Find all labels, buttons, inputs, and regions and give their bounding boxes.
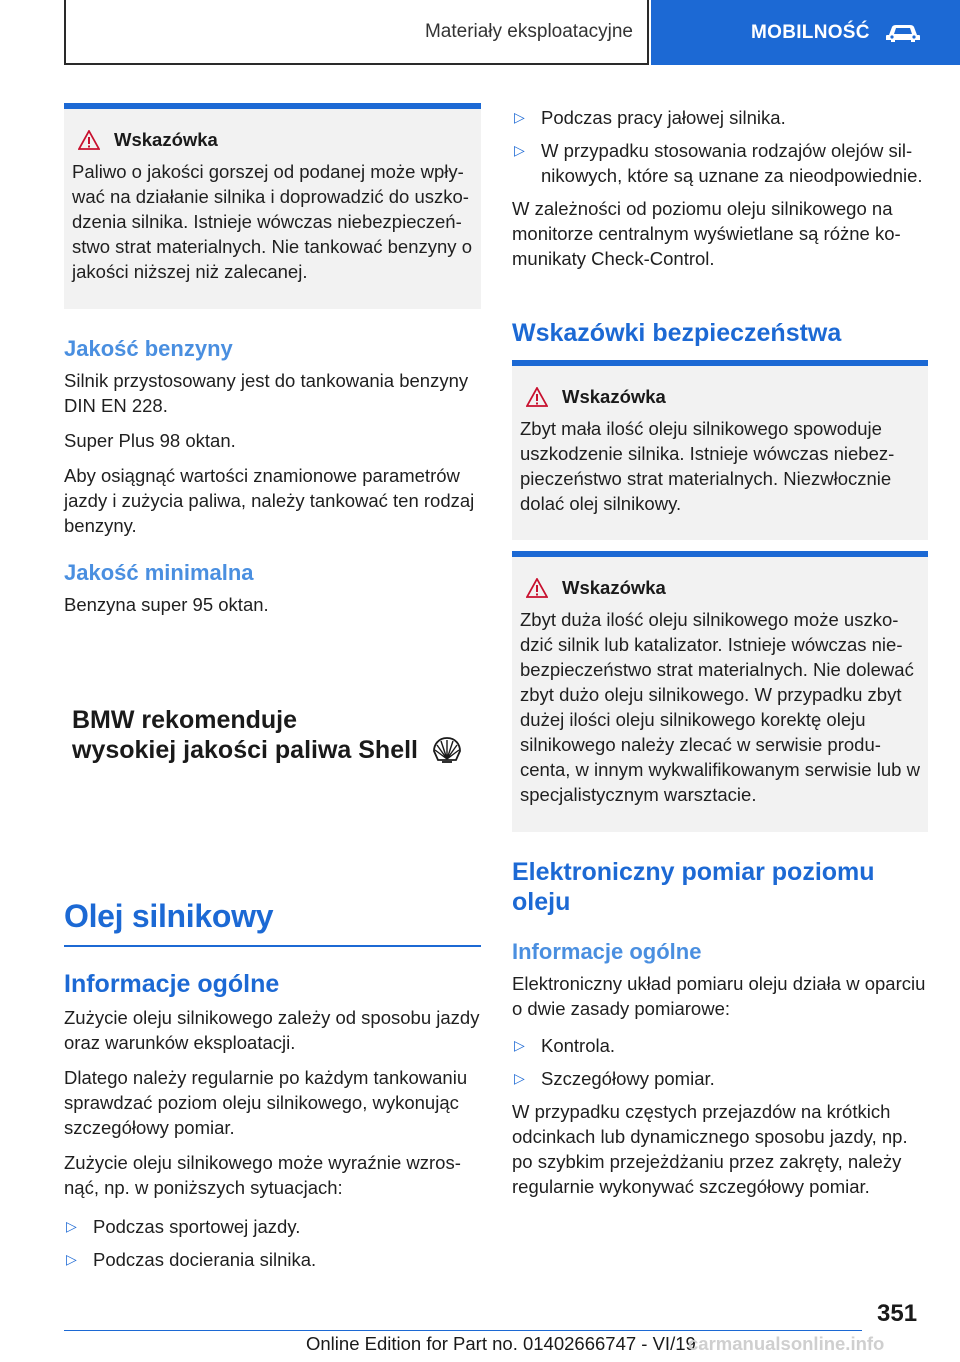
section-heading: Wskazówki bezpieczeństwa xyxy=(512,319,842,347)
section-title: Materiały eksploatacyjne xyxy=(424,20,633,42)
chapter-heading: Olej silnikowy xyxy=(64,898,481,947)
note-text: Zbyt duża ilość oleju silnikowego może uszkodzić silnik lub katalizator. Istnieje wówczas niebezpieczeństwo strat materialnych. Nie dolewać zbyt dużo oleju silnikowego. W przypadku zbyt dużej ilości oleju silnikowego korektę oleju silnikowego należy zlecać w serwisie producenta, w innym wykwalifikowanym serwisie lub w specjalistycznym warsztacie. xyxy=(520,609,920,805)
electronic-measurement-section xyxy=(512,857,928,1209)
shell-logo-icon xyxy=(432,736,462,764)
chapter-label: MOBILNOŚĆ xyxy=(751,21,870,43)
page-header xyxy=(0,0,960,66)
note-text: Paliwo o jakości gorszej od podanej może wpływać na działanie silnika i doprowadzić do uszkodzenia silnika. Istnieje wówczas niebezpieczeństwo strat materialnych. Nie tankować benzyny o jakości niższej niż zalecanej. xyxy=(72,161,472,282)
warning-icon xyxy=(78,130,100,150)
list-item-text: Podczas sportowej jazdy. xyxy=(93,1216,301,1237)
paragraph: Silnik przystosowany jest do tankowania benzyny DIN EN 228. xyxy=(64,370,469,416)
list-item xyxy=(64,1214,481,1239)
paragraph: Zużycie oleju silnikowego zależy od sposobu jazdy oraz warunków eksploatacji. xyxy=(64,1007,480,1053)
warning-note xyxy=(64,103,481,309)
note-label: Wskazówka xyxy=(562,577,666,598)
paragraph: W zależności od poziomu oleju silnikowego na monitorze centralnym wyświetlane są różne komunikaty Check-Control. xyxy=(512,198,901,269)
bullet-triangle-icon: ▷ xyxy=(514,1070,525,1086)
section-heading: Elektroniczny pomiar poziomu oleju xyxy=(512,858,875,916)
paragraph: Super Plus 98 oktan. xyxy=(64,430,236,451)
note-label: Wskazówka xyxy=(114,129,218,150)
list-item xyxy=(512,1033,928,1058)
list-item-text: Szczegółowy pomiar. xyxy=(541,1068,715,1089)
shell-line-2: wysokiej jakości paliwa Shell xyxy=(72,736,418,764)
section-heading: Jakość minimalna xyxy=(64,560,254,585)
oil-situations-list xyxy=(512,105,928,281)
section-heading: Jakość benzyny xyxy=(64,336,233,361)
bullet-triangle-icon: ▷ xyxy=(66,1251,77,1267)
list-item xyxy=(512,1066,928,1091)
note-label: Wskazówka xyxy=(562,386,666,407)
bullet-triangle-icon: ▷ xyxy=(66,1218,77,1234)
note-text: Zbyt mała ilość oleju silnikowego spowoduje uszkodzenie silnika. Istnieje wówczas niebezpieczeństwo strat materialnych. Niezwłocznie dolać olej silnikowy. xyxy=(520,418,895,514)
warning-icon xyxy=(526,578,548,598)
warning-note xyxy=(512,360,928,540)
list-item xyxy=(64,1247,481,1272)
list-item xyxy=(512,105,928,130)
engine-oil-section xyxy=(64,898,481,1280)
note-header xyxy=(72,129,473,151)
section-heading: Informacje ogólne xyxy=(64,970,280,998)
paragraph: Zużycie oleju silnikowego może wyraźnie wzrosnąć, np. w poniższych sytuacjach: xyxy=(64,1152,461,1198)
shell-line-1: BMW rekomenduje xyxy=(72,706,298,734)
shell-recommendation xyxy=(64,705,481,765)
paragraph: Elektroniczny układ pomiaru oleju działa w oparciu o dwie zasady pomiarowe: xyxy=(512,973,926,1019)
note-header xyxy=(520,577,920,599)
list-item-text: Podczas pracy jałowej silnika. xyxy=(541,107,786,128)
section-tab xyxy=(64,0,649,65)
shell-line-2-row xyxy=(72,735,481,765)
petrol-quality-section xyxy=(64,336,481,548)
bullet-triangle-icon: ▷ xyxy=(514,142,525,158)
paragraph: W przypadku częstych przejazdów na krótkich odcinkach lub dynamicznego sposobu jazdy, np. po szybkim przejeżdżaniu przez zakręty, należy regularnie wykonywać szczegółowy pomiar. xyxy=(512,1101,908,1197)
list-item-text: Podczas docierania silnika. xyxy=(93,1249,317,1270)
paragraph: Dlatego należy regularnie po każdym tankowaniu sprawdzać poziom oleju silnikowego, wykonując szczegółowy pomiar. xyxy=(64,1067,468,1138)
min-quality-section xyxy=(64,560,481,627)
note-header xyxy=(520,386,920,408)
watermark: carmanualsonline.info xyxy=(688,1333,885,1354)
subsection-heading: Informacje ogólne xyxy=(512,939,702,964)
bullet-triangle-icon: ▷ xyxy=(514,109,525,125)
warning-note xyxy=(512,551,928,832)
car-icon xyxy=(884,22,922,44)
footer-divider xyxy=(64,1330,862,1331)
list-item xyxy=(512,138,928,188)
paragraph: Benzyna super 95 oktan. xyxy=(64,594,269,615)
paragraph: Aby osiągnąć wartości znamionowe parametrów jazdy i zużycia paliwa, należy tankować ten rodzaj benzyny. xyxy=(64,465,475,536)
chapter-tab xyxy=(651,0,960,65)
list-item-text: Kontrola. xyxy=(541,1035,616,1056)
bullet-triangle-icon: ▷ xyxy=(514,1037,525,1053)
edition-text: Online Edition for Part no. 01402666747 - VI/19 xyxy=(306,1333,696,1354)
warning-icon xyxy=(526,387,548,407)
page-number: 351 xyxy=(877,1300,918,1327)
list-item-text: W przypadku stosowania rodzajów olejów silnikowych, które są uznane za nieodpowiednie. xyxy=(541,140,923,186)
